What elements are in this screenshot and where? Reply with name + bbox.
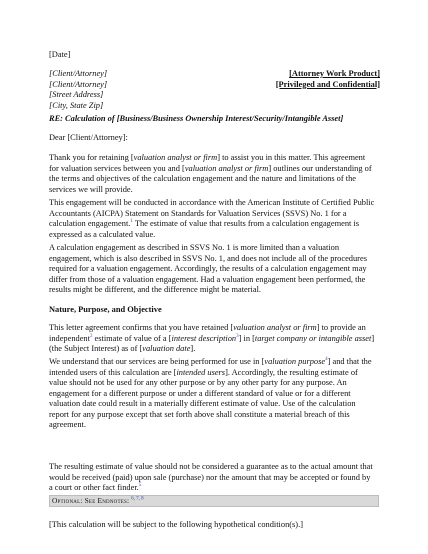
footnote-ref-3[interactable]: 3 [236, 333, 239, 339]
p4-line: This letter agreement confirms that you have retained [valuation analyst or firm] to provide an [49, 323, 366, 332]
address-line-1: [Client/Attorney] [49, 69, 108, 78]
address-line-3: [Street Address] [49, 90, 104, 99]
footnote-ref-1[interactable]: 1 [130, 219, 133, 225]
p3-line: A calculation engagement as described in SSVS No. 1 is more limited than a valuation [49, 243, 340, 252]
p1-line: services we will provide. [49, 184, 133, 194]
date-line: [Date] [49, 50, 71, 59]
privileged-label: [Privileged and Confidential] [275, 79, 380, 89]
p2-line: calculation engagement.$^1$ The estimate of value that results from a calculation engagement is [49, 219, 360, 228]
paragraph-5 [49, 357, 372, 431]
p3-line: required for a valuation engagement. Accordingly, the results of a calculation engagement may [49, 264, 367, 273]
optional-label: Optional: See Endnotes: [52, 496, 130, 505]
p4-line: (the Subject Interest) as of [valuation date]. [49, 344, 196, 353]
p5-line: engagement for a different purpose or under a different standard of value or for a different [49, 388, 351, 398]
footnote-ref-5[interactable]: 5 [138, 483, 142, 489]
p1-line: the terms and objectives of the calculation engagement and the nature and limitations of the [49, 174, 356, 183]
p1-line: Thank you for retaining [valuation analyst or firm] to assist you in this matter. This agreement [49, 153, 366, 162]
paragraph-2 [49, 198, 374, 240]
paragraph-4 [49, 323, 374, 355]
p5-line: intended users of this calculation are [intended users]. Accordingly, the resulting estimate of [49, 367, 358, 377]
p2-line: This engagement will be conducted in accordance with the American Institute of Certified Public [49, 198, 375, 207]
paragraph-1 [49, 153, 372, 195]
p6-line: The resulting estimate of value should not be considered a guarantee as to the actual amount that [49, 462, 373, 471]
p6-line: a court or other fact finder.$^5$ [49, 483, 142, 492]
paragraph-3 [49, 243, 367, 296]
p2-line: expressed as a calculated value. [49, 229, 156, 239]
address-block [49, 69, 107, 111]
p3-line: results might be different, and the difference might be material. [49, 285, 262, 294]
salutation: Dear [Client/Attorney]: [49, 133, 128, 142]
p5-line: valuation date could result in a materially different estimate of value. Use of the calculation [49, 399, 356, 408]
footnote-ref-4[interactable]: 4 [325, 357, 328, 363]
optional-endnotes-box [49, 495, 379, 507]
p3-line: differ from those of a valuation engagement. Had a valuation engagement been performed, the [49, 274, 366, 284]
p3-line: engagement, which is also described in SSVS No. 1, and does not include all of the procedures [49, 253, 367, 263]
hypothetical-conditions-line: [This calculation will be subject to the following hypothetical condition(s).] [49, 520, 303, 529]
confidentiality-labels [276, 69, 380, 90]
re-line: RE: Calculation of [Business/Business Ownership Interest/Security/Intangible Asset] [49, 114, 344, 123]
footnote-ref-2[interactable]: 2 [89, 333, 93, 339]
p5-line: report for any purpose except that set forth above shall constitute a material breach of this [49, 409, 350, 419]
work-product-label: [Attorney Work Product] [289, 69, 380, 78]
p4-line: independent$^2$ estimate of value of a [interest description$^3$] in [target company or intangible asset] [49, 333, 375, 343]
p5-line: value should not be used for any other purpose or by any other party for any purpose. An [49, 378, 347, 387]
section-heading: Nature, Purpose, and Objective [49, 305, 162, 314]
p6-line: would be received (paid) upon sale (purchase) nor the amount that may be accepted or found by [49, 472, 371, 482]
p5-line: We understand that our services are being performed for use in [valuation purpose$^4$] and that the [49, 357, 372, 366]
p5-line: agreement. [49, 420, 86, 429]
p2-line: Accountants (AICPA) Statement on Standards for Valuation Services (SSVS) No. 1 for a [49, 208, 347, 218]
paragraph-6 [49, 462, 373, 494]
endnote-refs[interactable]: 6, 7, 8 [131, 496, 144, 502]
p1-line: for valuation services between you and [valuation analyst or firm] outlines our understanding of [49, 163, 372, 173]
address-line-2: [Client/Attorney] [49, 79, 108, 89]
address-line-4: [City, State Zip] [49, 100, 104, 110]
